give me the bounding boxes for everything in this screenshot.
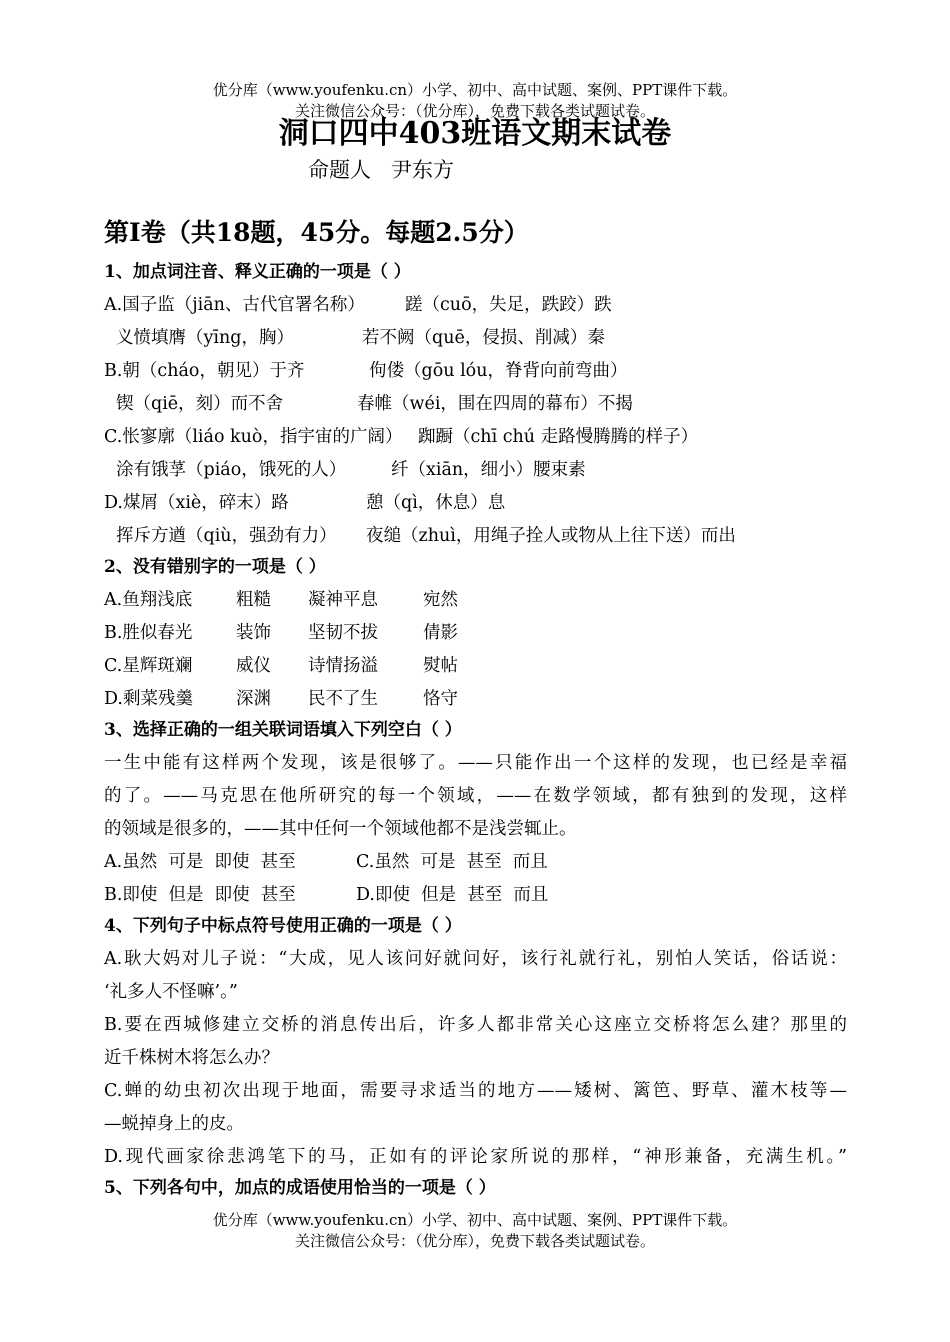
q2-cell: 诗情扬溢 <box>308 656 378 676</box>
q3-option-c: C.虽然 可是 甚至 而且 <box>356 852 548 872</box>
page-title: 洞口四中403班语文期末试卷 <box>278 116 672 151</box>
q2-cell: 粗糙 <box>236 590 271 610</box>
q2-cell: 深渊 <box>236 689 271 709</box>
q1-option-b-part2: 佝偻（gōu lóu，脊背向前弯曲） <box>369 361 628 381</box>
q3-passage-line-3: 的领域是很多的，——其中任何一个领域他都不是浅尝辄止。 <box>104 819 577 839</box>
q2-cell: 坚韧不拔 <box>308 623 378 643</box>
q1-option-b-part4: 春帷（wéi，围在四周的幕布）不揭 <box>357 394 633 414</box>
q1-option-a-part4: 若不阙（quē，侵损、削减）秦 <box>362 328 605 348</box>
q3-passage-line-2: 的了。——马克思在他所研究的每一个领域，——在数学领域，都有独到的发现，这样 <box>104 786 847 806</box>
section-heading: 第Ⅰ卷（共18题，45分。每题2.5分） <box>104 218 529 247</box>
q2-cell: D.剩菜残羹 <box>104 689 193 709</box>
q3-option-a: A.虽然 可是 即使 甚至 <box>104 852 296 872</box>
q1-option-d-part3: 挥斥方遒（qiù，强劲有力） <box>116 526 337 546</box>
q2-cell: 倩影 <box>423 623 458 643</box>
q4-option-d: D.现代画家徐悲鸿笔下的马，正如有的评论家所说的那样，“神形兼备，充满生机。” <box>104 1147 847 1167</box>
question-5-stem: 5、下列各句中，加点的成语使用恰当的一项是（ ） <box>104 1178 496 1198</box>
q3-passage-line-1: 一生中能有这样两个发现，该是很够了。——只能作出一个这样的发现，也已经是幸福 <box>104 753 847 773</box>
q4-option-b-line-1: B.要在西城修建立交桥的消息传出后，许多人都非常关心这座立交桥将怎么建？那里的 <box>104 1015 847 1035</box>
footer-line-1: 优分库（www.youfenku.cn）小学、初中、高中试题、案例、PPT课件下载。 <box>212 1211 738 1229</box>
q4-option-a-line-1: A.耿大妈对儿子说：“大成，见人该问好就问好，该行礼就行礼，别怕人笑话，俗话说： <box>104 949 847 969</box>
q2-cell: 民不了生 <box>308 689 378 709</box>
q2-cell: A.鱼翔浅底 <box>104 590 193 610</box>
header-line-2: 关注微信公众号：（优分库），免费下载各类试题试卷。 <box>294 102 655 120</box>
q2-cell: 恪守 <box>423 689 458 709</box>
q4-option-c-line-1: C.蝉的幼虫初次出现于地面，需要寻求适当的地方——矮树、篱笆、野草、灌木枝等— <box>104 1081 847 1101</box>
q4-option-b-line-2: 近千株树木将怎么办？ <box>104 1048 279 1068</box>
q1-option-a-part1: A.国子监（jiān、古代官署名称） <box>104 295 365 315</box>
question-1-stem: 1、加点词注音、释义正确的一项是（ ） <box>104 262 411 282</box>
q1-option-c-part3: 涂有饿莩（piáo，饿死的人） <box>116 460 347 480</box>
q3-option-d: D.即使 但是 甚至 而且 <box>356 885 549 905</box>
q2-cell: 凝神平息 <box>308 590 378 610</box>
question-3-stem: 3、选择正确的一组关联词语填入下列空白（ ） <box>104 720 462 740</box>
q1-option-c-part4: 纤（xiān，细小）腰束素 <box>391 460 586 480</box>
q1-option-a-part3: 义愤填膺（yīng，胸） <box>116 328 294 348</box>
q1-option-d-part2: 憩（qì，休息）息 <box>366 493 506 513</box>
q1-option-b-part1: B.朝（cháo，朝见）于齐 <box>104 361 305 381</box>
q2-cell: C.星辉斑斓 <box>104 656 193 676</box>
q1-option-a-part2: 蹉（cuō，失足，跌跤）跌 <box>405 295 612 315</box>
q2-cell: 宛然 <box>423 590 458 610</box>
header-line-1: 优分库（www.youfenku.cn）小学、初中、高中试题、案例、PPT课件下载。 <box>212 81 738 99</box>
q2-cell: 装饰 <box>236 623 271 643</box>
q3-option-b: B.即使 但是 即使 甚至 <box>104 885 296 905</box>
q2-cell: B.胜似春光 <box>104 623 193 643</box>
author-line: 命题人 尹东方 <box>308 158 455 182</box>
q1-option-d-part4: 夜缒（zhuì，用绳子拴人或物从上往下送）而出 <box>366 526 736 546</box>
q1-option-d-part1: D.煤屑（xiè，碎末）路 <box>104 493 289 513</box>
question-2-stem: 2、没有错别字的一项是（ ） <box>104 557 326 577</box>
question-4-stem: 4、下列句子中标点符号使用正确的一项是（ ） <box>104 916 462 936</box>
q1-option-b-part3: 锲（qiē，刻）而不舍 <box>116 394 284 414</box>
q1-option-c-part2: 踟蹰（chī chú 走路慢腾腾的样子） <box>418 427 699 447</box>
q2-cell: 熨帖 <box>423 656 458 676</box>
q1-option-c-part1: C.怅寥廓（liáo kuò，指宇宙的广阔） <box>104 427 403 447</box>
q4-option-c-line-2: —蜕掉身上的皮。 <box>104 1114 244 1134</box>
q4-option-a-line-2: ‘礼多人不怪嘛’。” <box>104 982 238 1002</box>
footer-line-2: 关注微信公众号：（优分库），免费下载各类试题试卷。 <box>294 1232 655 1250</box>
q2-cell: 威仪 <box>236 656 271 676</box>
